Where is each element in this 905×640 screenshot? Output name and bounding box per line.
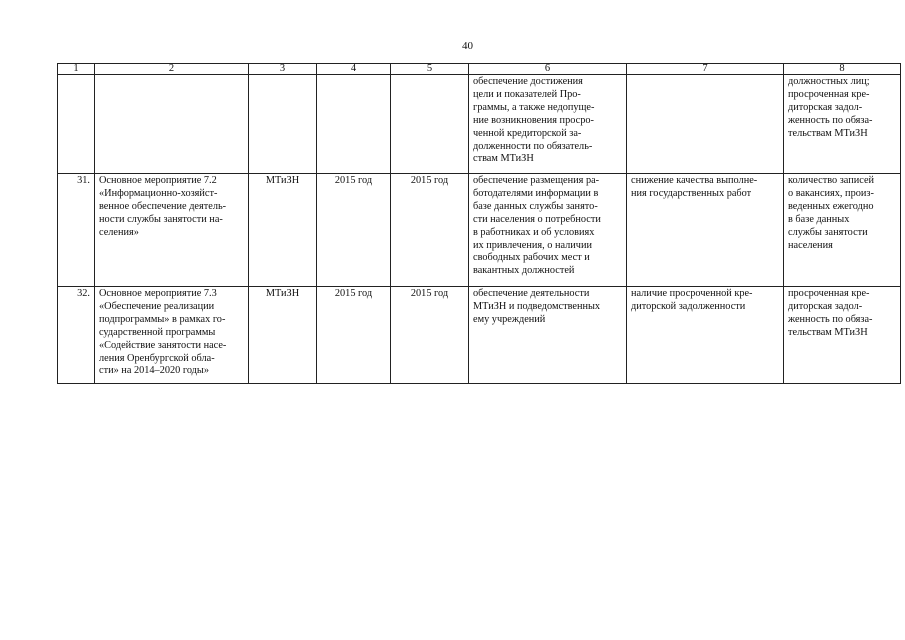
header-col-4: 4	[317, 64, 391, 75]
page-number: 40	[462, 40, 473, 52]
row-number: 31.	[58, 174, 95, 287]
expected-result: обеспечение размещения ра- ботодателями информации в базе данных службы занято- сти населения о потребности в работниках и об условиях их привлечения, о наличии свободных рабочих мест и вакантных должностей	[469, 174, 627, 287]
start-date: 2015 год	[317, 287, 391, 384]
executor	[249, 75, 317, 174]
executor: МТиЗН	[249, 174, 317, 287]
start-date: 2015 год	[317, 174, 391, 287]
consequence: наличие просроченной кре- диторской задолженности	[627, 287, 784, 384]
end-date: 2015 год	[391, 287, 469, 384]
table-row	[58, 174, 901, 287]
expected-result: обеспечение деятельности МТиЗН и подведомственных ему учреждений	[469, 287, 627, 384]
end-date	[391, 75, 469, 174]
end-date: 2015 год	[391, 174, 469, 287]
header-col-3: 3	[249, 64, 317, 75]
measures-table	[57, 63, 901, 384]
header-col-1: 1	[58, 64, 95, 75]
measure-name: Основное мероприятие 7.3 «Обеспечение реализации подпрограммы» в рамках го- сударственной программы «Содействие занятости насе- ления Оренбургской обла- сти» на 2014–2020 годы»	[95, 287, 249, 384]
table-row	[58, 287, 901, 384]
header-col-2: 2	[95, 64, 249, 75]
row-number: 32.	[58, 287, 95, 384]
executor: МТиЗН	[249, 287, 317, 384]
consequence: снижение качества выполне- ния государственных работ	[627, 174, 784, 287]
row-number	[58, 75, 95, 174]
header-col-7: 7	[627, 64, 784, 75]
expected-result: обеспечение достижения цели и показателей Про- граммы, а также недопуще- ние возникновения просро- ченной кредиторской за- долженности по обязатель- ствам МТиЗН	[469, 75, 627, 174]
measure-name	[95, 75, 249, 174]
measure-name: Основное мероприятие 7.2 «Информационно-хозяйст- венное обеспечение деятель- ности службы занятости на- селения»	[95, 174, 249, 287]
indicator: просроченная кре- диторская задол- женность по обяза- тельствам МТиЗН	[784, 287, 901, 384]
consequence	[627, 75, 784, 174]
header-col-6: 6	[469, 64, 627, 75]
header-col-8: 8	[784, 64, 901, 75]
start-date	[317, 75, 391, 174]
table-row	[58, 75, 901, 174]
header-col-5: 5	[391, 64, 469, 75]
indicator: количество записей о вакансиях, произ- веденных ежегодно в базе данных службы занятости населения	[784, 174, 901, 287]
indicator: должностных лиц; просроченная кре- диторская задол- женность по обяза- тельствам МТиЗН	[784, 75, 901, 174]
header-row	[58, 64, 901, 75]
